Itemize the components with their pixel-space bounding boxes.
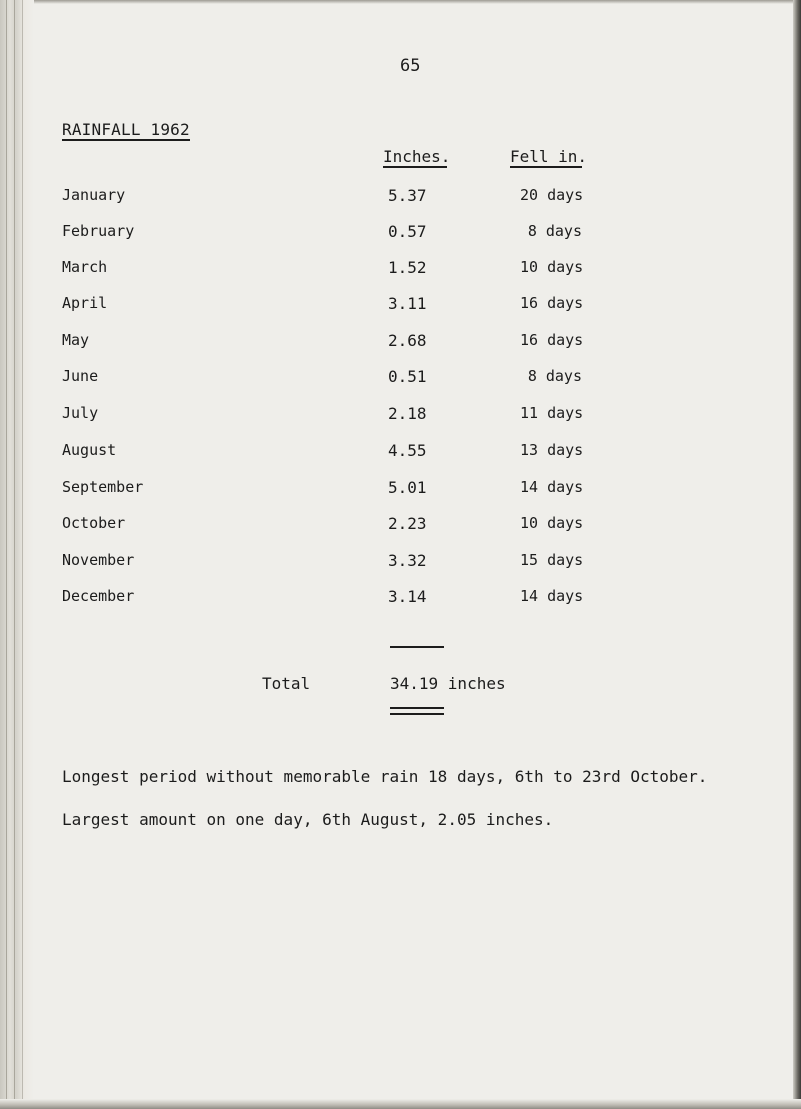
inches-cell: 2.68 xyxy=(388,331,427,350)
table-row xyxy=(0,551,801,579)
days-cell: 11 days xyxy=(520,404,584,422)
month-cell: October xyxy=(62,514,126,532)
days-cell: 8 days xyxy=(527,367,582,385)
total-value: 34.19 inches xyxy=(390,674,506,693)
table-row xyxy=(0,258,801,286)
table-row xyxy=(0,404,801,432)
days-cell: 8 days xyxy=(527,222,582,240)
inches-cell: 4.55 xyxy=(388,441,427,460)
inches-cell: 0.51 xyxy=(388,367,427,386)
table-row xyxy=(0,367,801,395)
total-label: Total xyxy=(262,674,311,693)
days-cell: 14 days xyxy=(520,478,584,496)
days-cell: 13 days xyxy=(520,441,584,459)
header-inches: Inches. xyxy=(383,147,451,166)
month-cell: June xyxy=(62,367,99,385)
days-cell: 10 days xyxy=(520,258,584,276)
header-fell-in-underline xyxy=(510,166,582,168)
inches-cell: 2.18 xyxy=(388,404,427,423)
largest-amount-note: Largest amount on one day, 6th August, 2.05 inches. xyxy=(62,810,554,829)
page-top-edge xyxy=(0,0,801,4)
table-row xyxy=(0,514,801,542)
month-cell: November xyxy=(62,551,135,569)
header-fell-in: Fell in. xyxy=(510,147,588,166)
inches-cell: 2.23 xyxy=(388,514,427,533)
total-double-rule-bottom xyxy=(390,713,444,715)
table-row xyxy=(0,441,801,469)
table-row xyxy=(0,186,801,214)
month-cell: July xyxy=(62,404,99,422)
month-cell: March xyxy=(62,258,108,276)
page-bottom-edge xyxy=(0,1099,801,1109)
page-number: 65 xyxy=(400,56,421,76)
table-row xyxy=(0,587,801,615)
month-cell: February xyxy=(62,222,135,240)
month-cell: January xyxy=(62,186,126,204)
header-inches-underline xyxy=(383,166,447,168)
inches-cell: 0.57 xyxy=(388,222,427,241)
page-title: RAINFALL 1962 xyxy=(62,120,190,139)
month-cell: December xyxy=(62,587,135,605)
inches-cell: 3.11 xyxy=(388,294,427,313)
days-cell: 15 days xyxy=(520,551,584,569)
month-cell: May xyxy=(62,331,90,349)
days-cell: 16 days xyxy=(520,331,584,349)
title-underline xyxy=(62,139,190,141)
month-cell: April xyxy=(62,294,108,312)
longest-period-note: Longest period without memorable rain 18 days, 6th to 23rd October. xyxy=(62,767,708,786)
month-cell: September xyxy=(62,478,144,496)
table-row xyxy=(0,331,801,359)
inches-cell: 1.52 xyxy=(388,258,427,277)
table-row xyxy=(0,294,801,322)
month-cell: August xyxy=(62,441,117,459)
table-row xyxy=(0,222,801,250)
inches-cell: 3.32 xyxy=(388,551,427,570)
total-double-rule-top xyxy=(390,707,444,709)
inches-cell: 5.01 xyxy=(388,478,427,497)
days-cell: 14 days xyxy=(520,587,584,605)
inches-cell: 3.14 xyxy=(388,587,427,606)
table-row xyxy=(0,478,801,506)
days-cell: 20 days xyxy=(520,186,584,204)
sum-rule xyxy=(390,646,444,648)
inches-cell: 5.37 xyxy=(388,186,427,205)
days-cell: 16 days xyxy=(520,294,584,312)
days-cell: 10 days xyxy=(520,514,584,532)
